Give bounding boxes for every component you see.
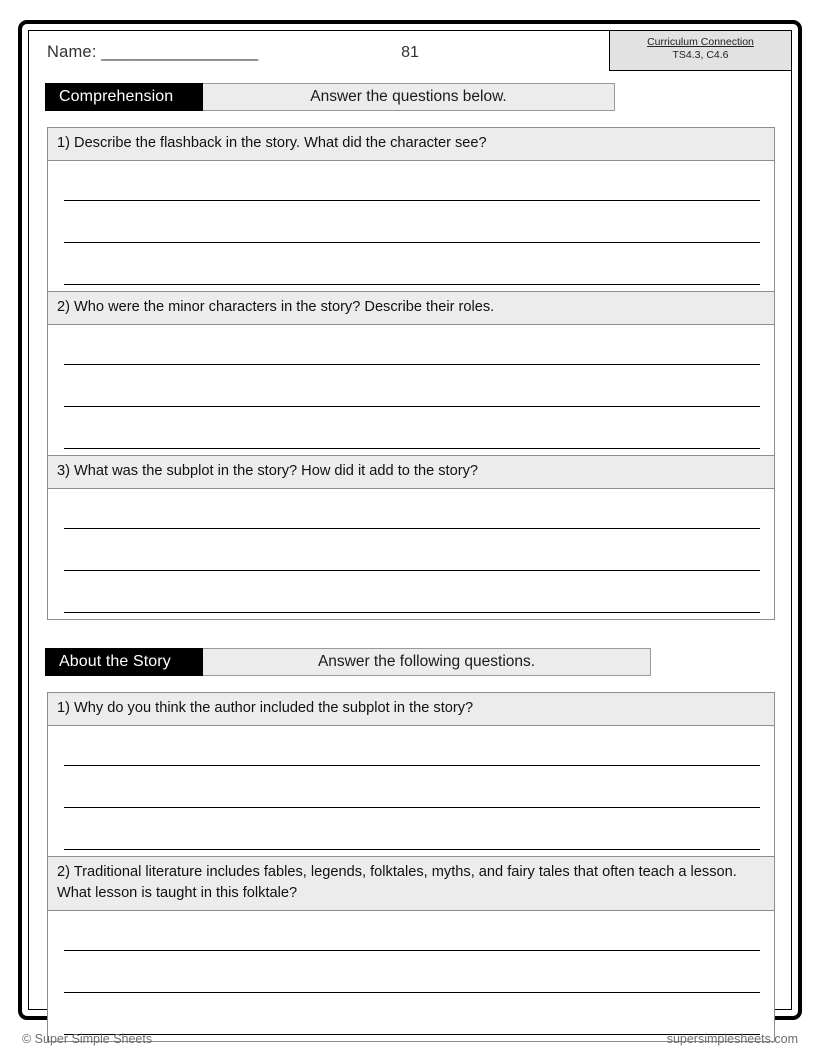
- question-block: [48, 856, 774, 1041]
- worksheet-inner-border: [28, 30, 792, 1010]
- answer-area[interactable]: [48, 726, 774, 856]
- section-instruction-about-the-story: Answer the following questions.: [203, 648, 651, 676]
- footer-copyright: © Super Simple Sheets: [22, 1032, 153, 1046]
- writing-line: [64, 950, 760, 951]
- question-prompt: 2) Traditional literature includes fables, legends, folktales, myths, and fairy tales that often teach a lesson. What lesson is taught in this folktale?: [48, 856, 774, 911]
- question-prompt: 2) Who were the minor characters in the story? Describe their roles.: [48, 291, 774, 325]
- answer-area[interactable]: [48, 489, 774, 619]
- writing-line: [64, 406, 760, 407]
- question-block: [48, 455, 774, 619]
- answer-area[interactable]: [48, 325, 774, 455]
- writing-line: [64, 765, 760, 766]
- section-spacer: [43, 620, 777, 648]
- writing-line: [64, 807, 760, 808]
- name-blank-line: __________________: [101, 43, 258, 61]
- question-block: [48, 128, 774, 291]
- writing-line: [64, 992, 760, 993]
- question-table-about-the-story: [47, 692, 775, 1042]
- writing-line: [64, 284, 760, 285]
- writing-line: [64, 528, 760, 529]
- section-instruction-comprehension: Answer the questions below.: [203, 83, 615, 111]
- question-block: [48, 693, 774, 856]
- page-number: 81: [401, 44, 419, 61]
- name-label-text: Name:: [47, 43, 97, 61]
- curriculum-connection-codes: TS4.3, C4.6: [672, 49, 729, 61]
- section-header-comprehension: [45, 83, 777, 111]
- question-prompt: 1) Describe the flashback in the story. What did the character see?: [48, 128, 774, 161]
- writing-line: [64, 612, 760, 613]
- writing-line: [64, 364, 760, 365]
- worksheet-page-border: [18, 20, 802, 1020]
- question-block: [48, 291, 774, 455]
- footer-website: supersimplesheets.com: [666, 1032, 798, 1046]
- question-prompt: 1) Why do you think the author included the subplot in the story?: [48, 693, 774, 726]
- section-tab-comprehension: Comprehension: [45, 83, 203, 111]
- section-tab-about-the-story: About the Story: [45, 648, 203, 676]
- writing-line: [64, 570, 760, 571]
- section-header-about-the-story: [45, 648, 777, 676]
- worksheet-header: [43, 31, 777, 83]
- curriculum-connection-title: Curriculum Connection: [647, 36, 754, 48]
- question-table-comprehension: [47, 127, 775, 620]
- curriculum-connection-box: [609, 31, 791, 71]
- writing-line: [64, 849, 760, 850]
- writing-line: [64, 200, 760, 201]
- question-prompt: 3) What was the subplot in the story? How did it add to the story?: [48, 455, 774, 489]
- worksheet-footer: [22, 1032, 798, 1046]
- answer-area[interactable]: [48, 911, 774, 1041]
- answer-area[interactable]: [48, 161, 774, 291]
- writing-line: [64, 448, 760, 449]
- writing-line: [64, 242, 760, 243]
- worksheet-content: [29, 31, 791, 1009]
